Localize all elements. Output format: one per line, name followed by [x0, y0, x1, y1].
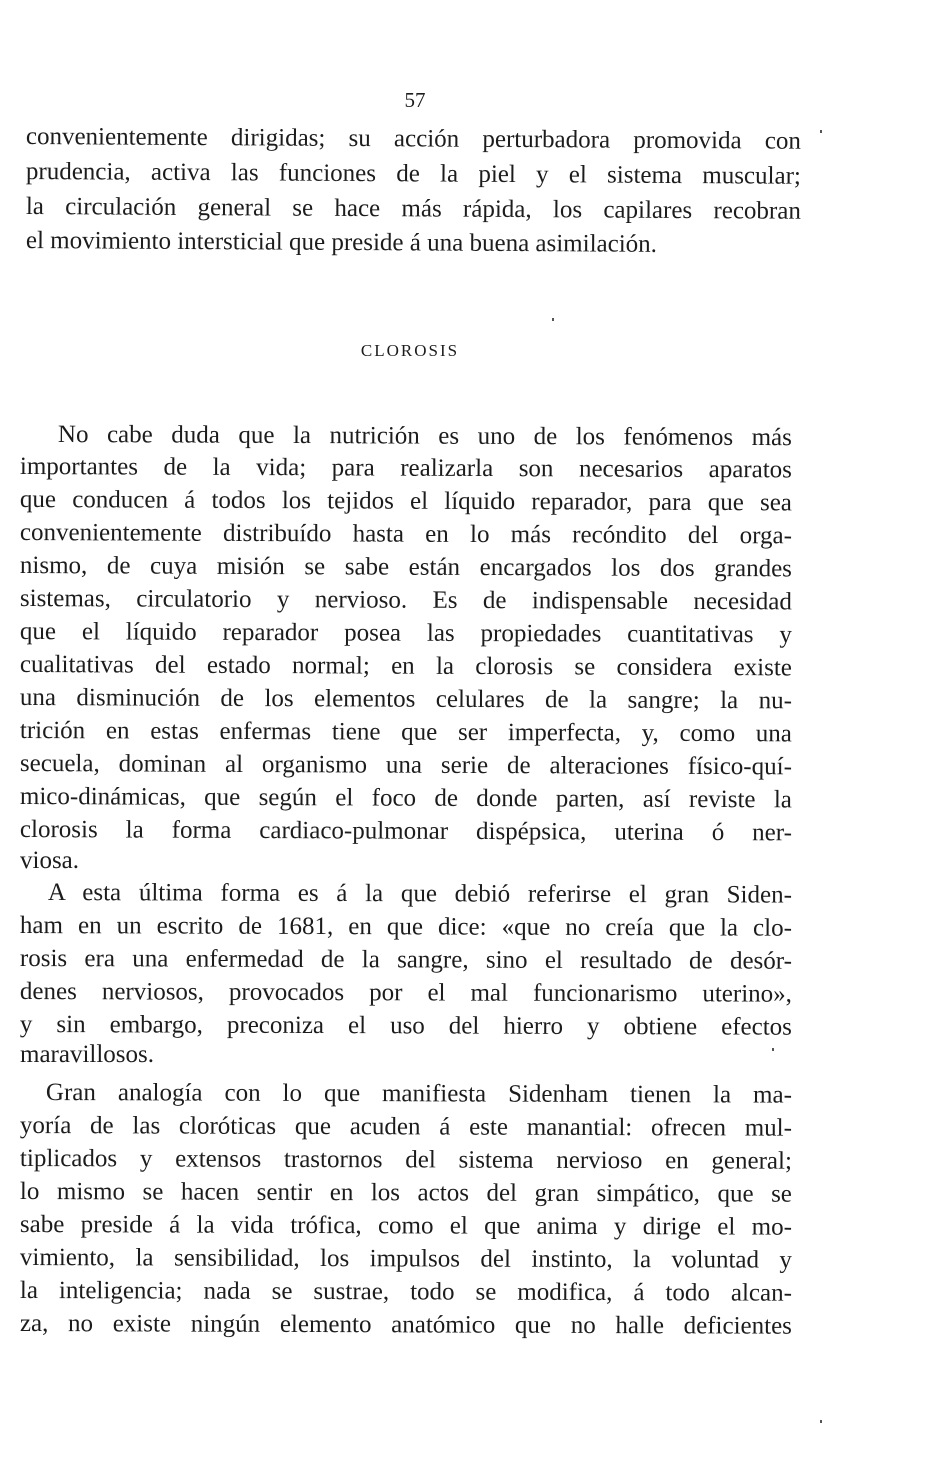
- text-line: secuela, dominan al organismo una serie de alteraciones físico-quí-: [19, 750, 792, 781]
- text-line: mico-dinámicas, que según el foco de donde parten, así reviste la: [19, 783, 792, 814]
- text-line: nismo, de cuya misión se sabe están encargados los dos grandes: [19, 552, 792, 583]
- text-line: denes nerviosos, provocados por el mal funcionarismo uterino»,: [19, 978, 792, 1008]
- text-line: vimiento, la sensibilidad, los impulsos del instinto, la voluntad y: [19, 1244, 792, 1274]
- text-line: sistemas, circulatorio y nervioso. Es de indispensable necesidad: [19, 585, 792, 616]
- text-line: la inteligencia; nada se sustrae, todo se modifica, á todo alcan-: [19, 1277, 792, 1307]
- text-line: A esta última forma es á la que debió referirse el gran Siden-: [47, 879, 792, 909]
- text-line: rosis era una enfermedad de la sangre, sino el resultado de desór-: [19, 945, 792, 975]
- page-number: 57: [404, 88, 426, 112]
- text-line: y sin embargo, preconiza el uso del hierro y obtiene efectos: [19, 1011, 792, 1041]
- text-line: trición en estas enfermas tiene que ser imperfecta, y, como una: [19, 717, 792, 748]
- scan-speck: [820, 130, 822, 133]
- text-line: convenientemente distribuído hasta en lo más recóndito del orga-: [19, 519, 792, 550]
- text-line: prudencia, activa las funciones de la piel y el sistema muscular;: [25, 157, 801, 190]
- text-line: tiplicados y extensos trastornos del sistema nervioso en general;: [19, 1145, 792, 1175]
- text-line: sabe preside á la vida trófica, como el que anima y dirige el mo-: [19, 1211, 792, 1241]
- text-line: convenientemente dirigidas; su acción perturbadora promovida con: [25, 122, 801, 155]
- text-line: la circulación general se hace más rápida, los capilares recobran: [25, 192, 801, 225]
- text-line: el movimiento intersticial que preside á una buena asimilación.: [25, 226, 658, 258]
- text-line: maravillosos.: [20, 1041, 155, 1068]
- section-title: CLOROSIS: [360, 341, 460, 360]
- text-line: que conducen á todos los tejidos el líquido reparador, para que sea: [19, 486, 792, 517]
- text-line: ham en un escrito de 1681, en que dice: «que no creía que la clo-: [19, 912, 792, 942]
- text-line: No cabe duda que la nutrición es uno de los fenómenos más: [57, 421, 792, 452]
- text-line: viosa.: [20, 847, 80, 874]
- text-line: importantes de la vida; para realizarla son necesarios aparatos: [19, 453, 792, 484]
- text-line: cualitativas del estado normal; en la clorosis se considera existe: [19, 651, 792, 682]
- text-line: lo mismo se hacen sentir en los actos del gran simpático, que se: [19, 1178, 792, 1208]
- scan-speck: [820, 1420, 822, 1423]
- text-line: yoría de las cloróticas que acuden á este manantial: ofrecen mul-: [19, 1112, 792, 1142]
- scan-speck: [772, 1048, 774, 1051]
- text-line: que el líquido reparador posea las propiedades cuantitativas y: [19, 618, 792, 649]
- text-line: clorosis la forma cardiaco-pulmonar dispépsica, uterina ó ner-: [19, 816, 792, 847]
- text-line: za, no existe ningún elemento anatómico que no halle deficientes: [19, 1310, 792, 1340]
- text-line: una disminución de los elementos celulares de la sangre; la nu-: [19, 684, 792, 715]
- scan-speck: [552, 318, 554, 321]
- text-line: Gran analogía con lo que manifiesta Sidenham tienen la ma-: [45, 1079, 792, 1109]
